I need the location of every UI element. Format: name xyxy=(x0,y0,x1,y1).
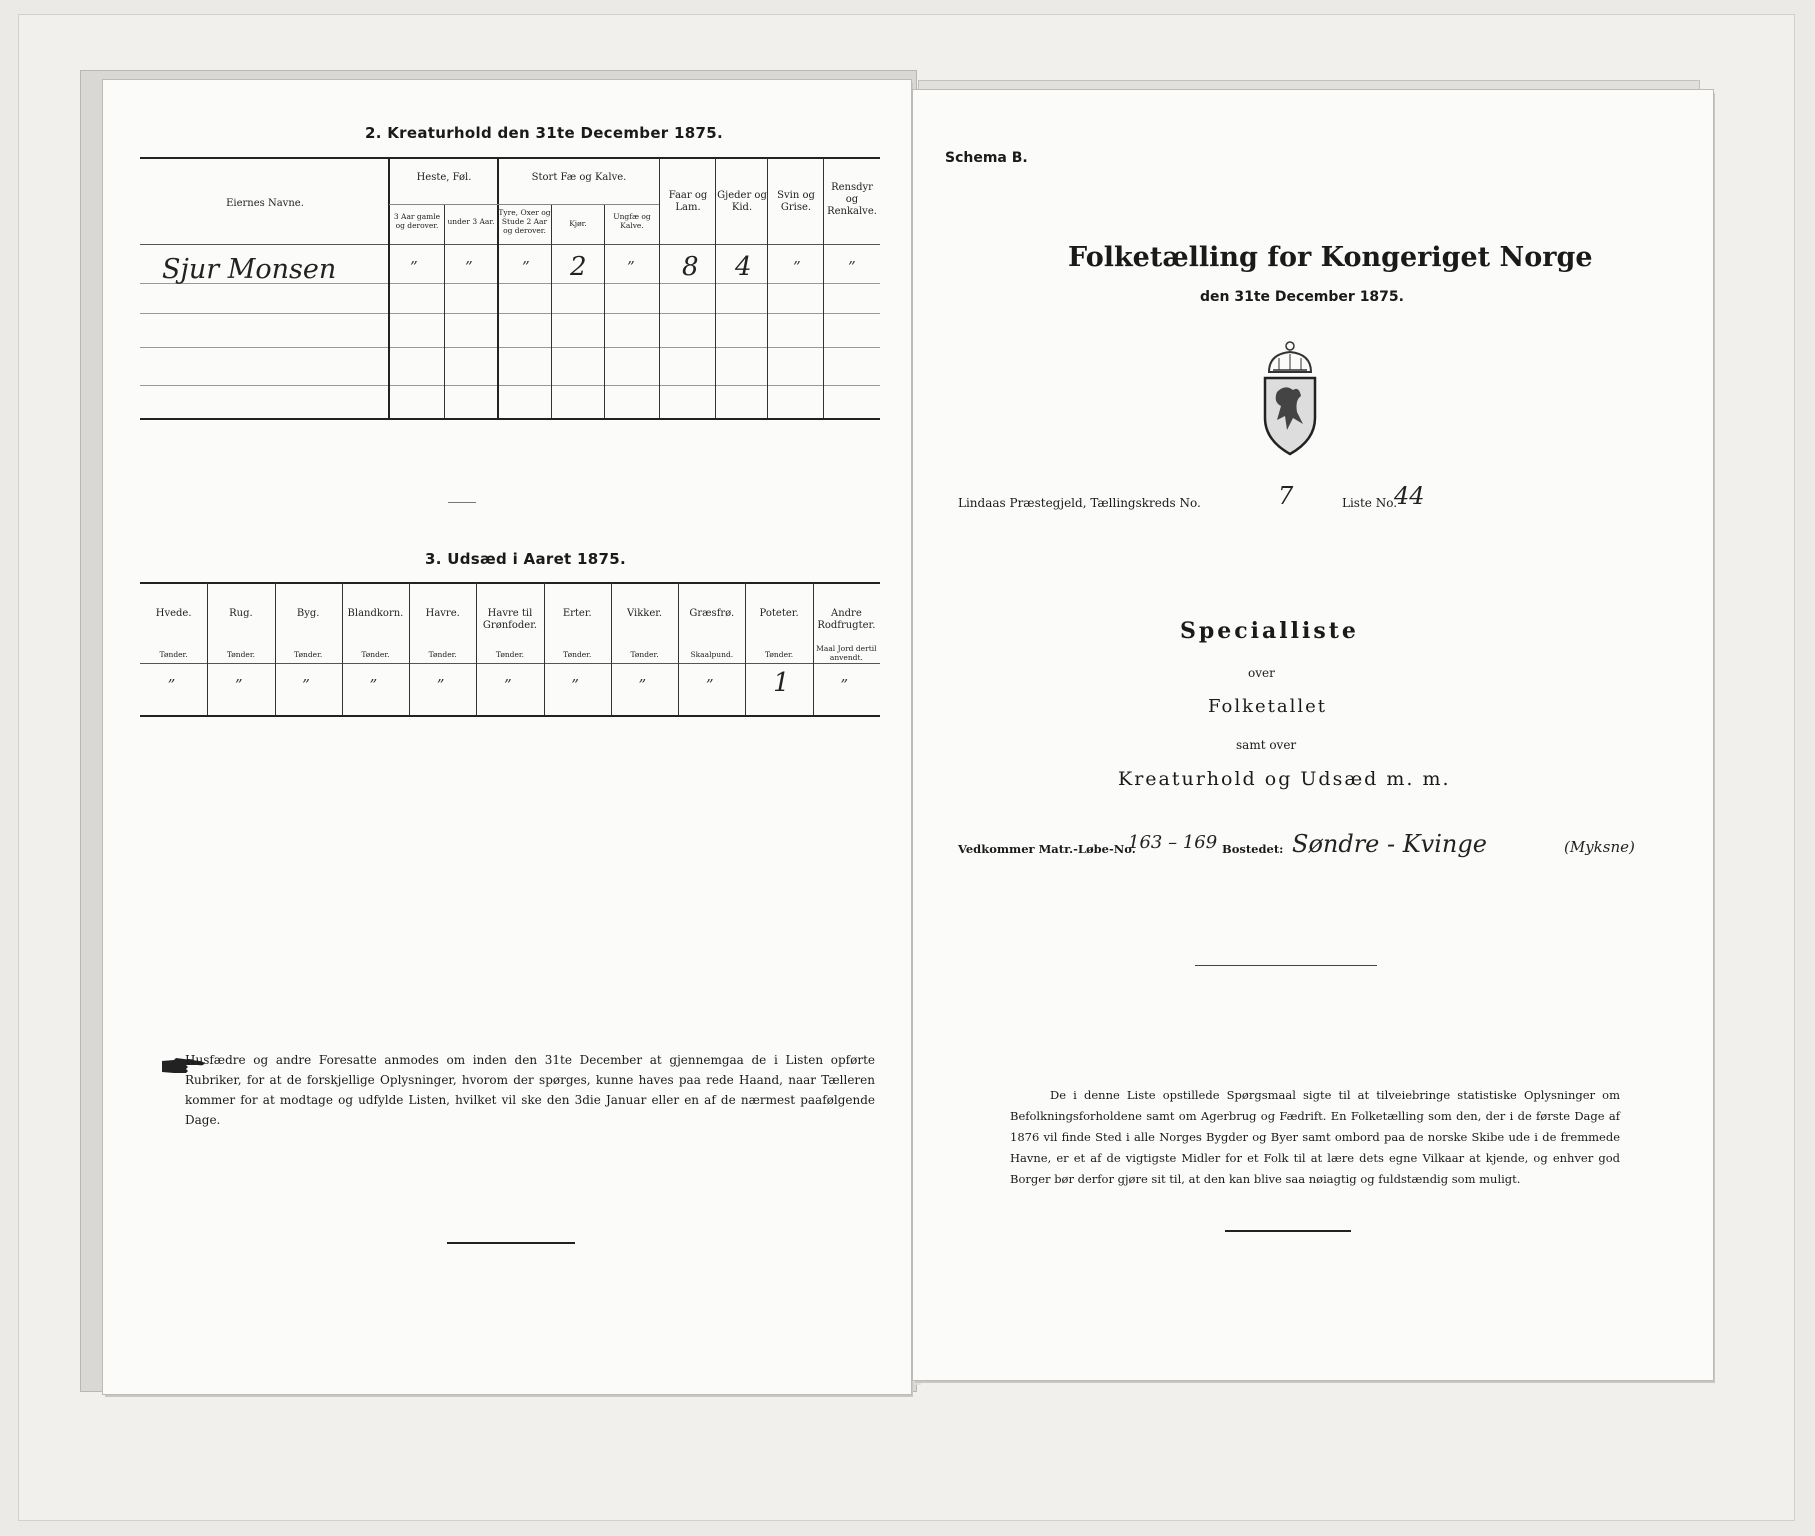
table2-header-rule xyxy=(140,244,880,245)
crop-value: ” xyxy=(705,676,714,694)
value-cattle-b: 2 xyxy=(570,252,587,282)
schema-label: Schema B. xyxy=(945,150,1028,166)
table2-col-divider xyxy=(551,205,552,418)
crop-unit: Tønder. xyxy=(563,650,592,659)
intro-text: De i denne Liste opstillede Spørgsmaal sigte til at tilveiebringe statistiske Oplysninger om Befolkningsforholdene samt om Agerbrug og Fædrift. En Folketælling som den, der i de første Dage af 1876 vil finde Sted i alle Norges Bygder og Byer samt ombord paa de norske Skibe ude i de fremmede Havne, er et af de vigtigste Midler for et Folk til at lære dets egne Vilkaar at kjende, og enhver god Borger bør derfor gjøre sit til, at den kan blive saa nøiagtig og fuldstændig som muligt. xyxy=(1010,1088,1620,1186)
table3-col-divider xyxy=(275,583,276,715)
crop-unit: Skaalpund. xyxy=(690,650,734,659)
crop-header: Rug. xyxy=(229,608,253,619)
owner-name: Sjur Monsen xyxy=(162,254,337,285)
norway-coat-of-arms-icon xyxy=(1255,340,1325,458)
header-cattle-b: Kjør. xyxy=(569,219,587,228)
table2-col-divider xyxy=(823,158,824,418)
crop-header: Havre. xyxy=(425,608,460,619)
value-horses-a: ” xyxy=(410,258,418,276)
crop-unit: Tønder. xyxy=(361,650,390,659)
crop-header: Erter. xyxy=(562,608,592,619)
matr-value: 163 – 169 xyxy=(1128,832,1218,853)
crop-unit: Tønder. xyxy=(630,650,659,659)
value-pigs: ” xyxy=(793,258,801,276)
crop-header: Græsfrø. xyxy=(689,608,735,619)
section3-title: 3. Udsæd i Aaret 1875. xyxy=(425,550,626,568)
header-cattle-a: Tyre, Oxer og Stude 2 Aar og derover. xyxy=(498,208,551,235)
value-cattle-c: ” xyxy=(627,258,635,276)
table3-bottom-rule xyxy=(140,715,880,717)
specialliste-title: Specialliste xyxy=(1180,618,1359,644)
table2-col-divider xyxy=(444,205,445,418)
table3-top-rule xyxy=(140,582,880,584)
crop-value: 1 xyxy=(773,668,790,698)
table3-header-rule xyxy=(140,663,880,664)
crop-header: Blandkorn. xyxy=(347,608,404,619)
list-number: 44 xyxy=(1394,482,1425,510)
table2-row-line xyxy=(140,385,880,386)
folketallet-label: Folketallet xyxy=(1208,696,1328,717)
table2-top-rule xyxy=(140,157,880,159)
crop-header: Vikker. xyxy=(626,608,663,619)
over-label: over xyxy=(1248,666,1275,680)
table3-col-divider xyxy=(745,583,746,715)
crop-header: Poteter. xyxy=(759,608,799,619)
table2-bottom-rule xyxy=(140,418,880,420)
value-goats: 4 xyxy=(735,252,752,282)
header-cattle-c: Ungfæ og Kalve. xyxy=(613,212,651,230)
crop-value: ” xyxy=(167,676,176,694)
crop-value: ” xyxy=(840,676,849,694)
header-sheep: Faar og Lam. xyxy=(668,190,708,213)
list-label: Liste No. xyxy=(1342,496,1398,510)
crop-unit: Tønder. xyxy=(428,650,457,659)
table2-col-divider xyxy=(497,158,499,418)
crop-value: ” xyxy=(638,676,647,694)
crop-value: ” xyxy=(302,676,310,694)
table3-col-divider xyxy=(476,583,477,715)
matr-label: Vedkommer Matr.-Løbe-No. xyxy=(958,842,1136,856)
crop-unit: Maal Jord dertil anvendt. xyxy=(816,644,877,662)
crop-value: ” xyxy=(504,676,512,694)
crop-value: ” xyxy=(436,676,445,694)
samt-over-label: samt over xyxy=(1236,738,1297,752)
table2-group-line xyxy=(389,204,659,205)
value-reindeer: ” xyxy=(848,258,856,276)
table2-col-divider xyxy=(659,158,660,418)
kreaturhold-label: Kreaturhold og Udsæd m. m. xyxy=(1118,768,1451,790)
table2-row-line xyxy=(140,347,880,348)
closing-rule-right xyxy=(1225,1230,1351,1232)
table3-col-divider xyxy=(409,583,410,715)
header-cattle: Stort Fæ og Kalve. xyxy=(531,172,627,183)
section2-title: 2. Kreaturhold den 31te December 1875. xyxy=(365,124,723,142)
value-sheep: 8 xyxy=(682,252,699,282)
bosted-note: (Myksne) xyxy=(1564,838,1635,856)
table3-col-divider xyxy=(678,583,679,715)
header-reindeer: Rensdyr og Renkalve. xyxy=(827,182,877,217)
table2-row-line xyxy=(140,313,880,314)
main-title: Folketælling for Kongeriget Norge xyxy=(1068,242,1593,273)
value-cattle-a: ” xyxy=(522,258,530,276)
separator-dash xyxy=(448,502,476,503)
closing-rule xyxy=(447,1242,575,1244)
table2-col-divider xyxy=(604,205,605,418)
district-label: Lindaas Præstegjeld, Tællingskreds No. xyxy=(958,496,1201,510)
district-number: 7 xyxy=(1278,482,1294,510)
notice-text: Husfædre og andre Foresatte anmodes om inden den 31te December at gjennemgaa de i Listen opførte Rubriker, for at de forskjellige Oplysninger, hvorom der spørges, kunne haves paa rede Haand, naar Tælleren kommer for at modtage og udfylde Listen, hvilket vil ske den 3die Januar eller en af de nærmest paafølgende Dage. xyxy=(185,1053,875,1127)
header-horses-b: under 3 Aar. xyxy=(447,217,495,226)
crop-value: ” xyxy=(571,676,579,694)
bosted-value: Søndre - Kvinge xyxy=(1292,830,1487,858)
crop-header: Byg. xyxy=(296,608,320,619)
crop-value: ” xyxy=(369,676,378,694)
crop-header: Andre Rodfrugter. xyxy=(817,608,876,631)
table3-col-divider xyxy=(207,583,208,715)
date-line: den 31te December 1875. xyxy=(1200,289,1404,305)
value-horses-b: ” xyxy=(465,258,473,276)
header-horses: Heste, Føl. xyxy=(416,172,472,183)
crop-unit: Tønder. xyxy=(159,650,188,659)
crop-unit: Tønder. xyxy=(765,650,794,659)
header-goats: Gjeder og Kid. xyxy=(717,190,767,213)
crop-unit: Tønder. xyxy=(226,650,255,659)
crop-unit: Tønder. xyxy=(294,650,323,659)
header-owner: Eiernes Navne. xyxy=(226,198,304,209)
table3-col-divider xyxy=(544,583,545,715)
crop-header: Hvede. xyxy=(155,608,192,619)
table3-col-divider xyxy=(342,583,343,715)
crop-value: ” xyxy=(234,676,243,694)
header-pigs: Svin og Grise. xyxy=(777,190,815,213)
table2-col-divider xyxy=(388,158,390,418)
header-horses-a: 3 Aar gamle og derover. xyxy=(393,212,441,230)
crop-unit: Tønder. xyxy=(495,650,525,659)
divider-rule xyxy=(1195,965,1377,966)
bosted-label: Bostedet: xyxy=(1222,842,1284,856)
table3-col-divider xyxy=(611,583,612,715)
crop-header: Havre til Grønfoder. xyxy=(482,608,538,631)
